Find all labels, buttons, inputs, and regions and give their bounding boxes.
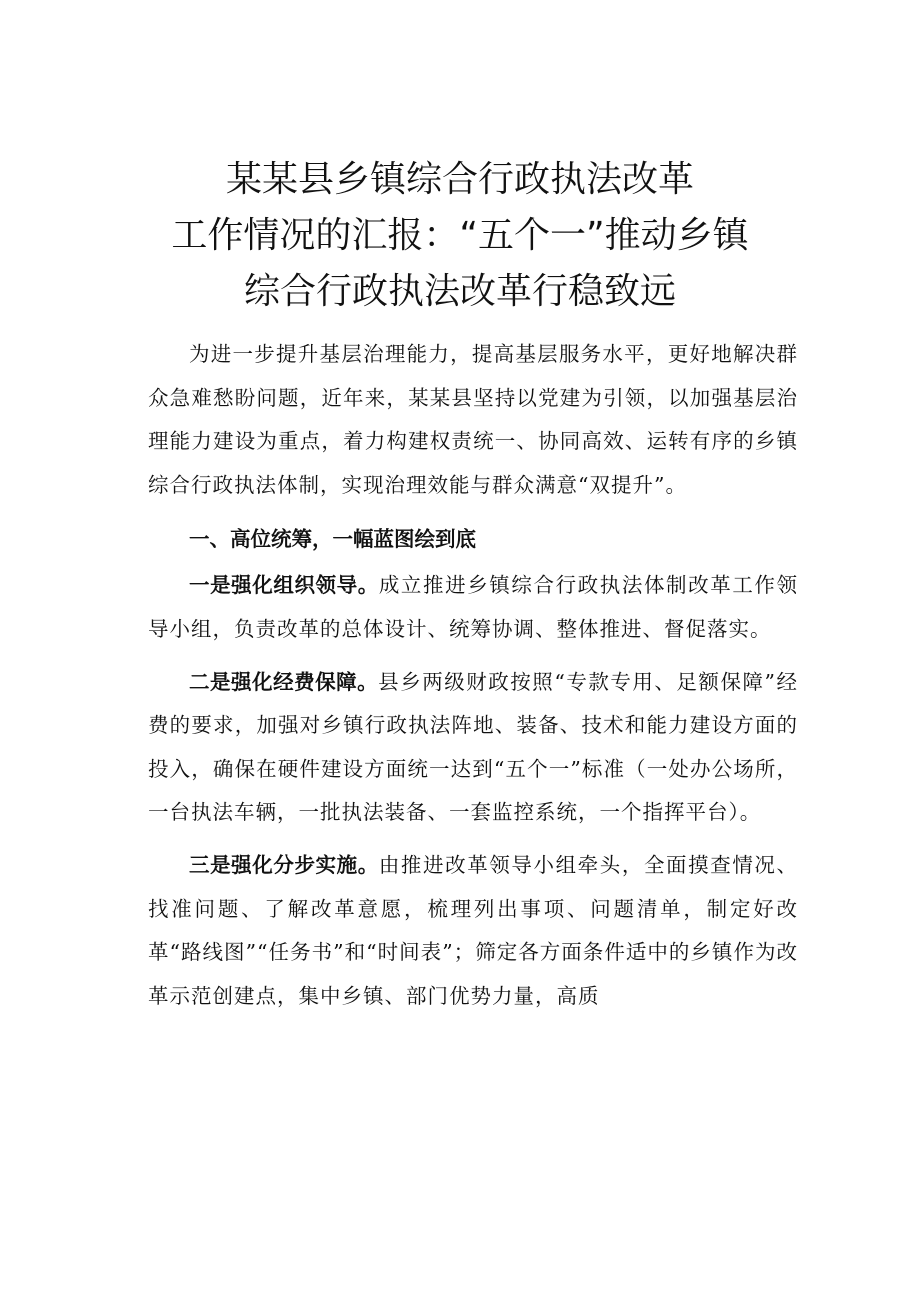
item-text-3: 由推进改革领导小组牵头，全面摸查情况、找准问题、了解改革意愿，梳理列出事项、问题清单，制定好改革“路线图”“任务书”和“时间表”；筛定各方面条件适中的乡镇作为改革示范创建点，集中乡镇、部门优势力量，高质: [148, 852, 799, 1008]
title-line-3: 综合行政执法改革行稳致远: [243, 271, 676, 312]
intro-paragraph: 为进一步提升基层治理能力，提高基层服务水平，更好地解决群众急难愁盼问题，近年来，某某县坚持以党建为引领，以加强基层治理能力建设为重点，着力构建权责统一、协同高效、运转有序的乡镇综合行政执法体制，实现治理效能与群众满意“双提升”。: [148, 342, 798, 497]
document-title: [100, 152, 820, 320]
title-line-1: 某某县乡镇综合行政执法改革: [225, 159, 694, 200]
item-paragraph-1: [148, 564, 798, 651]
item-lead-1: 一是强化组织领导。: [189, 573, 379, 598]
section-heading-1: 一、高位统筹，一幅蓝图绘到底: [189, 527, 476, 552]
title-line-2: 工作情况的汇报：“五个一”推动乡镇: [171, 215, 749, 256]
item-paragraph-3: [148, 844, 798, 1018]
item-lead-2: 二是强化经费保障。: [189, 669, 379, 694]
item-text-1: 成立推进乡镇综合行政执法体制改革工作领导小组，负责改革的总体设计、统筹协调、整体推进、督促落实。: [148, 573, 799, 641]
item-lead-3: 三是强化分步实施。: [189, 852, 379, 877]
document-body: [148, 333, 798, 1027]
item-text-2: 县乡两级财政按照“专款专用、足额保障”经费的要求，加强对乡镇行政执法阵地、装备、技术和能力建设方面的投入，确保在硬件建设方面统一达到“五个一”标准（一处办公场所，一台执法车辆，一批执法装备、一套监控系统，一个指挥平台）。: [148, 669, 798, 825]
item-paragraph-2: [148, 661, 798, 835]
